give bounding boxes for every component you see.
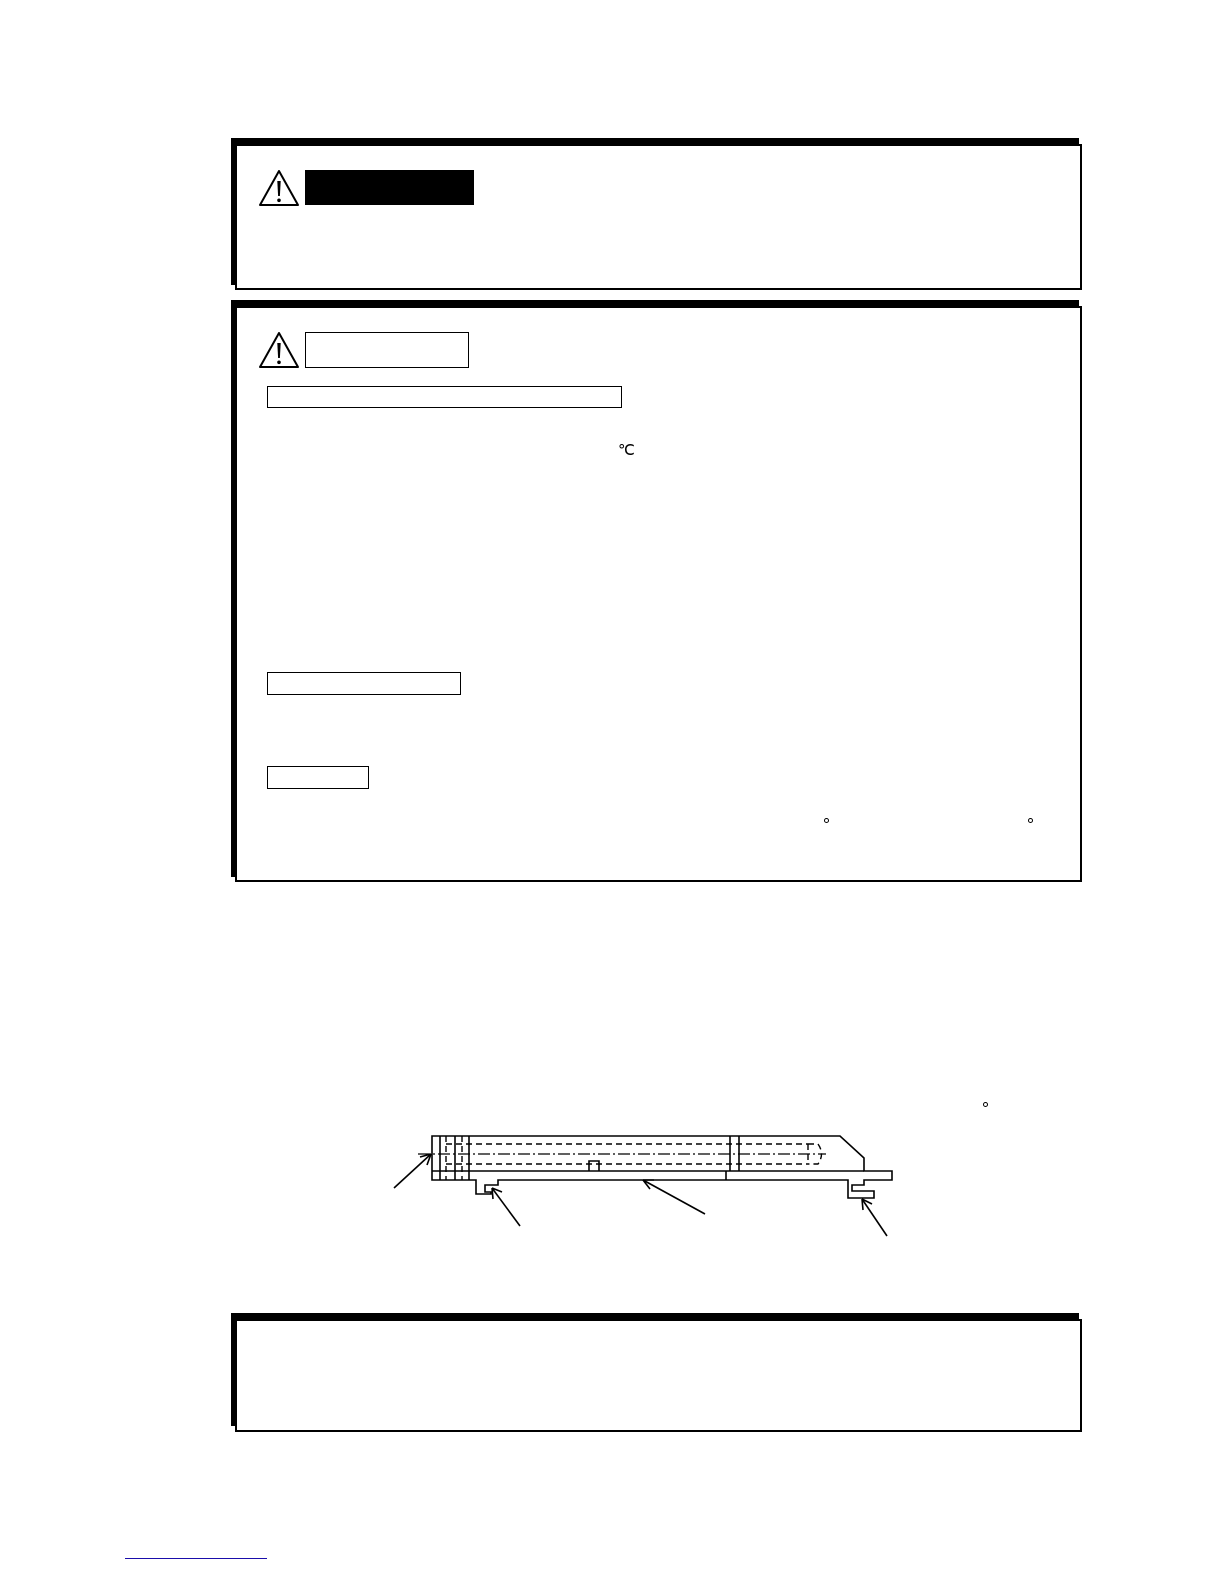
degree-symbol [824, 818, 829, 823]
rail-body-outline [432, 1136, 892, 1198]
warning-panel [235, 144, 1082, 290]
degree-symbol [1028, 818, 1033, 823]
footer-rule [125, 1558, 267, 1559]
bottom-panel [235, 1319, 1082, 1432]
warning-triangle-icon [257, 168, 301, 208]
temperature-unit: ℃ [618, 442, 635, 459]
warning-triangle-icon [257, 330, 301, 370]
section-heading-2 [267, 672, 461, 695]
degree-symbol [983, 1102, 988, 1107]
section-heading-3 [267, 766, 369, 789]
caution-panel [235, 306, 1082, 882]
section-heading-1 [267, 386, 622, 408]
warning-label [305, 170, 474, 205]
caution-label [305, 332, 469, 368]
rail-assembly-diagram [380, 1125, 910, 1245]
